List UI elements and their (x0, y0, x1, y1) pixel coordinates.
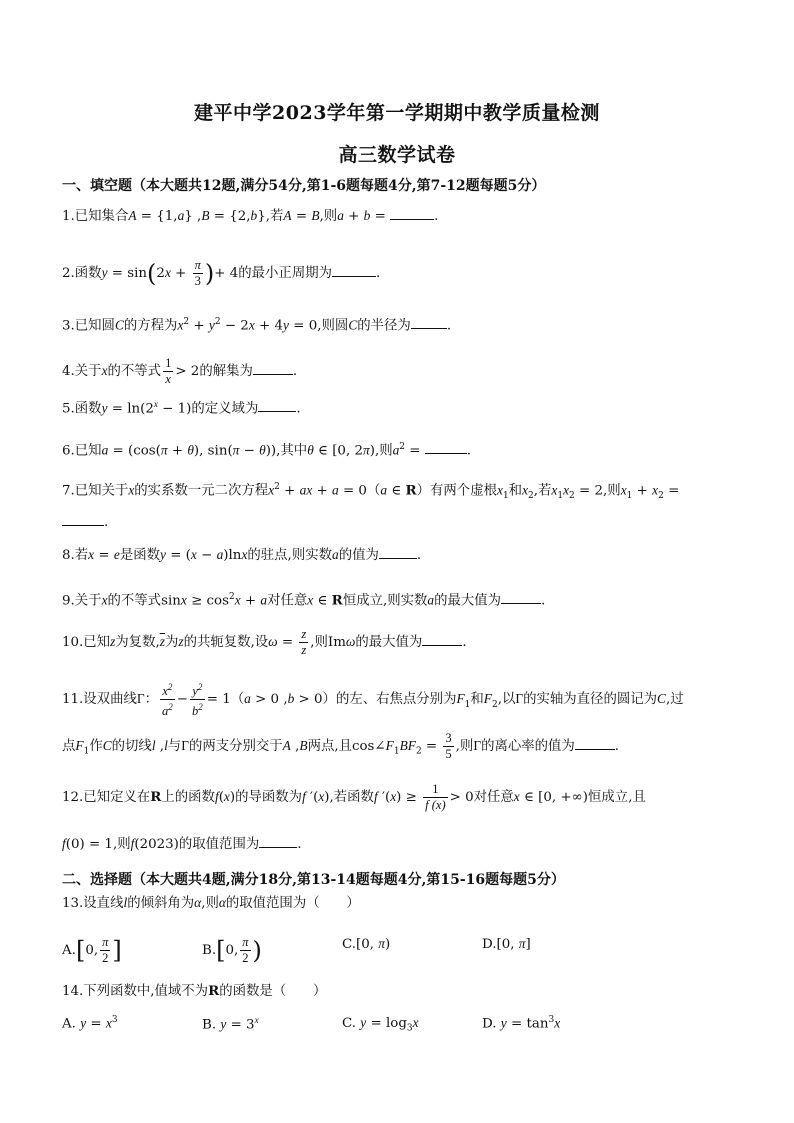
question-9: 9.关于x的不等式$\sin x \ge \cos^2x + a$对任意x ∈ R恒成立,则实数a的最大值为 . (62, 592, 546, 609)
q13-option-b[interactable]: B.[0, $\frac{\pi}{2}$ ) (202, 935, 262, 965)
q13-option-a[interactable]: A.[0, $\frac{\pi}{2}$ ] (62, 935, 122, 965)
q14-option-b[interactable]: B. $y = 3^x$ (202, 1015, 259, 1033)
exam-title: 建平中学2023学年第一学期期中教学质量检测 (194, 102, 600, 124)
question-11: 11.设双曲线Γ： $\frac{x^2}{a^2}$ − $\frac{y^2}{b^2}$ = 1（a > 0 ,b > 0）的左、右焦点分别为$F_1$和$F_2$,以Γ的实轴为直径的圆记为C,过 (62, 682, 684, 719)
question-13: 13.设直线l的倾斜角为α,则α的取值范围为（ ） (62, 895, 360, 911)
question-4: 4.关于x的不等式 $\frac{1}{x}$ > 2的解集为 . (62, 356, 298, 386)
q14-option-a[interactable]: A. $y = x^3$ (62, 1015, 118, 1032)
q13-option-d[interactable]: D.[0, π] (482, 936, 531, 952)
question-12: 12.已知定义在R上的函数f(x)的导函数为f ′(x),若函数f ′(x) ≥ $\frac{1}{f (x)}$ > 0对任意x ∈ [0, +∞)恒成立,且 (62, 782, 646, 812)
q13-option-c[interactable]: C.[0, π) (342, 936, 391, 952)
section-multiple-choice: 二、选择题（本大题共4题,满分18分,第13-14题每题4分,第15-16题每题5分） (62, 872, 565, 888)
answer-blank[interactable] (501, 591, 541, 604)
q14-option-c[interactable]: C. $y = \log_3x$ (342, 1015, 419, 1034)
answer-blank[interactable] (259, 835, 297, 848)
exam-subtitle: 高三数学试卷 (338, 144, 456, 166)
answer-blank[interactable] (575, 737, 615, 750)
question-8: 8.若x = e是函数y = (x − a)lnx的驻点,则实数a的值为 . (62, 547, 422, 563)
q14-option-d[interactable]: D. $y = \tan^3x$ (482, 1015, 561, 1032)
question-1: 1.已知集合A = {1,a} ,B = {2,b},若A = B,则a + b = . (62, 208, 439, 224)
answer-blank[interactable] (422, 633, 462, 646)
answer-blank[interactable] (411, 316, 447, 329)
question-2: 2.函数y = sin(2x + $\frac{\pi}{3}$ )+ 4的最小正周期为 . (62, 258, 381, 288)
question-10: 10.已知z为复数$,\overline{z}$为z的共轭复数,设ω = $\frac{z}{z}$ ,则Imω的最大值为 . (62, 627, 467, 657)
question-12-cont: f(0) = 1,则f(2023)的取值范围为 . (62, 836, 302, 852)
question-14: 14.下列函数中,值域不为R的函数是（ ） (62, 983, 327, 999)
answer-blank[interactable] (62, 513, 104, 526)
answer-blank[interactable] (425, 441, 467, 454)
question-7: 7.已知关于x的实系数一元二次方程$x^2$ + ax + a = 0（a ∈ R）有两个虚根$x_1$和$x_2$,若$x_1x_2 = 2$,则$x_1 + x_2$ = (62, 482, 680, 502)
answer-blank[interactable] (379, 546, 417, 559)
answer-blank[interactable] (258, 399, 296, 412)
question-7-cont: . (62, 513, 108, 532)
question-6: 6.已知a = (cos(π + θ), sin(π − θ)),其中θ ∈ [0, 2π),则$a^2$ = . (62, 442, 472, 459)
section-fill-in: 一、填空题（本大题共12题,满分54分,第1-6题每题4分,第7-12题每题5分） (62, 178, 546, 194)
answer-blank[interactable] (332, 264, 376, 277)
question-11-cont: 点$F_1$作C的切线l ,l与Γ的两支分别交于A ,B两点,且$\cos\angle F_1BF_2$ = $\frac{3}{5}$ ,则Γ的离心率的值为 . (62, 731, 620, 761)
answer-blank[interactable] (253, 362, 293, 375)
answer-blank[interactable] (390, 207, 434, 220)
question-5: 5.函数$y = \ln(2^x - 1)$的定义域为 . (62, 399, 301, 417)
question-3: 3.已知圆C的方程为$x^2 + y^2 - 2x + 4y = 0$,则圆C的半径为 . (62, 317, 452, 334)
